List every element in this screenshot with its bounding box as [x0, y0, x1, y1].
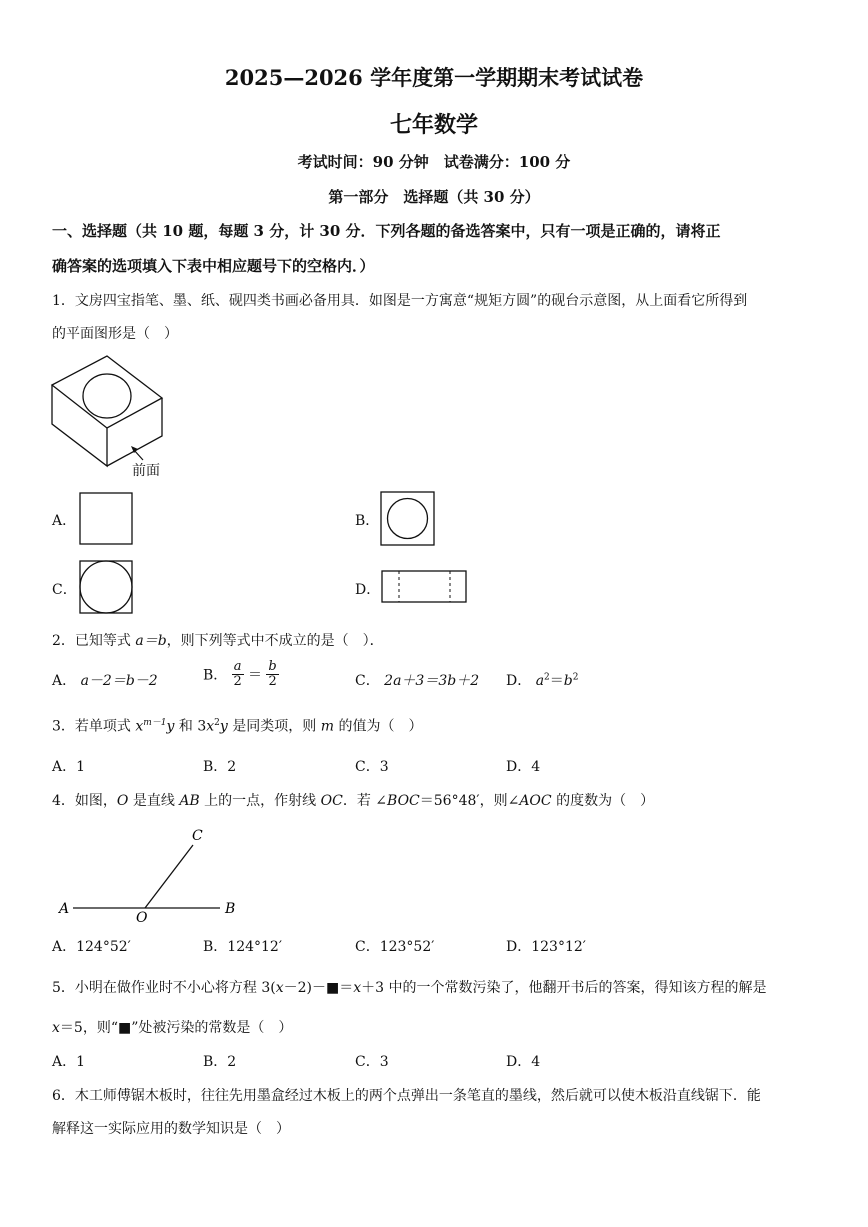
exam-title: 2025—2026 学年度第一学期期末考试试卷 — [224, 65, 644, 90]
point-o-label: O — [136, 910, 148, 926]
q2-option-b: B． $\frac{a}{2}$ ＝ $\frac{b}{2}$ — [203, 659, 277, 689]
section-instructions-line1: 一、选择题（共 10 题，每题 3 分，计 30 分．下列各题的备选答案中，只有一项是正确的，请将正 — [52, 222, 721, 240]
q4-option-c: C．123°52′ — [355, 939, 435, 955]
point-c-label: C — [192, 828, 203, 844]
q3-option-a: A．1 — [52, 759, 86, 775]
front-label: 前面 — [132, 463, 160, 479]
q5-option-d: D．4 — [506, 1054, 541, 1070]
q5-option-a: A．1 — [52, 1054, 86, 1070]
q2-option-c: C． 2a＋3＝3b＋2 — [355, 673, 480, 689]
part-title: 第一部分 选择题（共 30 分） — [328, 188, 540, 206]
section-instructions-line2: 确答案的选项填入下表中相应题号下的空格内．） — [52, 257, 375, 275]
subject-title: 七年数学 — [389, 112, 478, 138]
q1-option-a-label: A． — [52, 513, 77, 529]
q4-option-a: A．124°52′ — [52, 939, 131, 955]
q2-option-d: D． $a^2=b^2$ — [506, 672, 579, 689]
q1-option-b-label: B． — [355, 513, 380, 529]
q3-stem: 3．若单项式 $x^{m-1}y$ 和 $3x^2y$ 是同类项，则 m 的值为（ ） — [52, 718, 423, 735]
q4-option-b: B．124°12′ — [203, 939, 283, 955]
q5-stem-line2: x＝5，则“■”处被污染的常数是（ ） — [52, 1020, 293, 1036]
q1-option-b-circle — [388, 499, 428, 539]
q3-option-c: C．3 — [355, 759, 389, 775]
q6-stem-line2: 解释这一实际应用的数学知识是（ ） — [52, 1121, 290, 1137]
q1-option-c-square — [80, 561, 132, 613]
q1-stem-line1: 1．文房四宝指笔、墨、纸、砚四类书画必备用具．如图是一方寓意“规矩方圆”的砚台示意图，从上面看它所得到 — [52, 293, 748, 309]
point-b-label: B — [225, 901, 236, 917]
exam-info: 考试时间：90 分钟 试卷满分：100 分 — [297, 153, 571, 171]
q1-option-c-circle — [80, 561, 132, 613]
q1-option-d-label: D． — [355, 582, 381, 598]
q1-option-c-label: C． — [52, 582, 77, 598]
q3-option-d: D．4 — [506, 759, 541, 775]
q1-option-a-square — [80, 493, 132, 544]
q5-option-c: C．3 — [355, 1054, 389, 1070]
q1-stem-line2: 的平面图形是（ ） — [52, 326, 178, 342]
point-a-label: A — [59, 901, 70, 917]
q2-stem: 2．已知等式 a＝b，则下列等式中不成立的是（ ）． — [52, 633, 384, 649]
q6-stem-line1: 6．木工师傅锯木板时，往往先用墨盒经过木板上的两个点弹出一条笔直的墨线，然后就可以使木板沿直线锯下．能 — [52, 1088, 761, 1104]
q1-option-b-square — [381, 492, 434, 545]
q4-stem: 4．如图，O 是直线 AB 上的一点，作射线 OC．若 ∠BOC＝56°48′，则∠AOC 的度数为（ ） — [52, 793, 655, 809]
q1-option-d-rect — [382, 571, 466, 602]
q2-option-a: A． a－2＝b－2 — [52, 673, 158, 689]
q5-stem-line1: 5．小明在做作业时不小心将方程 3(x－2)－■＝x＋3 中的一个常数污染了，他翻开书后的答案，得知该方程的解是 — [52, 980, 767, 996]
q5-option-b: B．2 — [203, 1054, 237, 1070]
q3-option-b: B．2 — [203, 759, 237, 775]
q4-option-d: D．123°12′ — [506, 939, 586, 955]
